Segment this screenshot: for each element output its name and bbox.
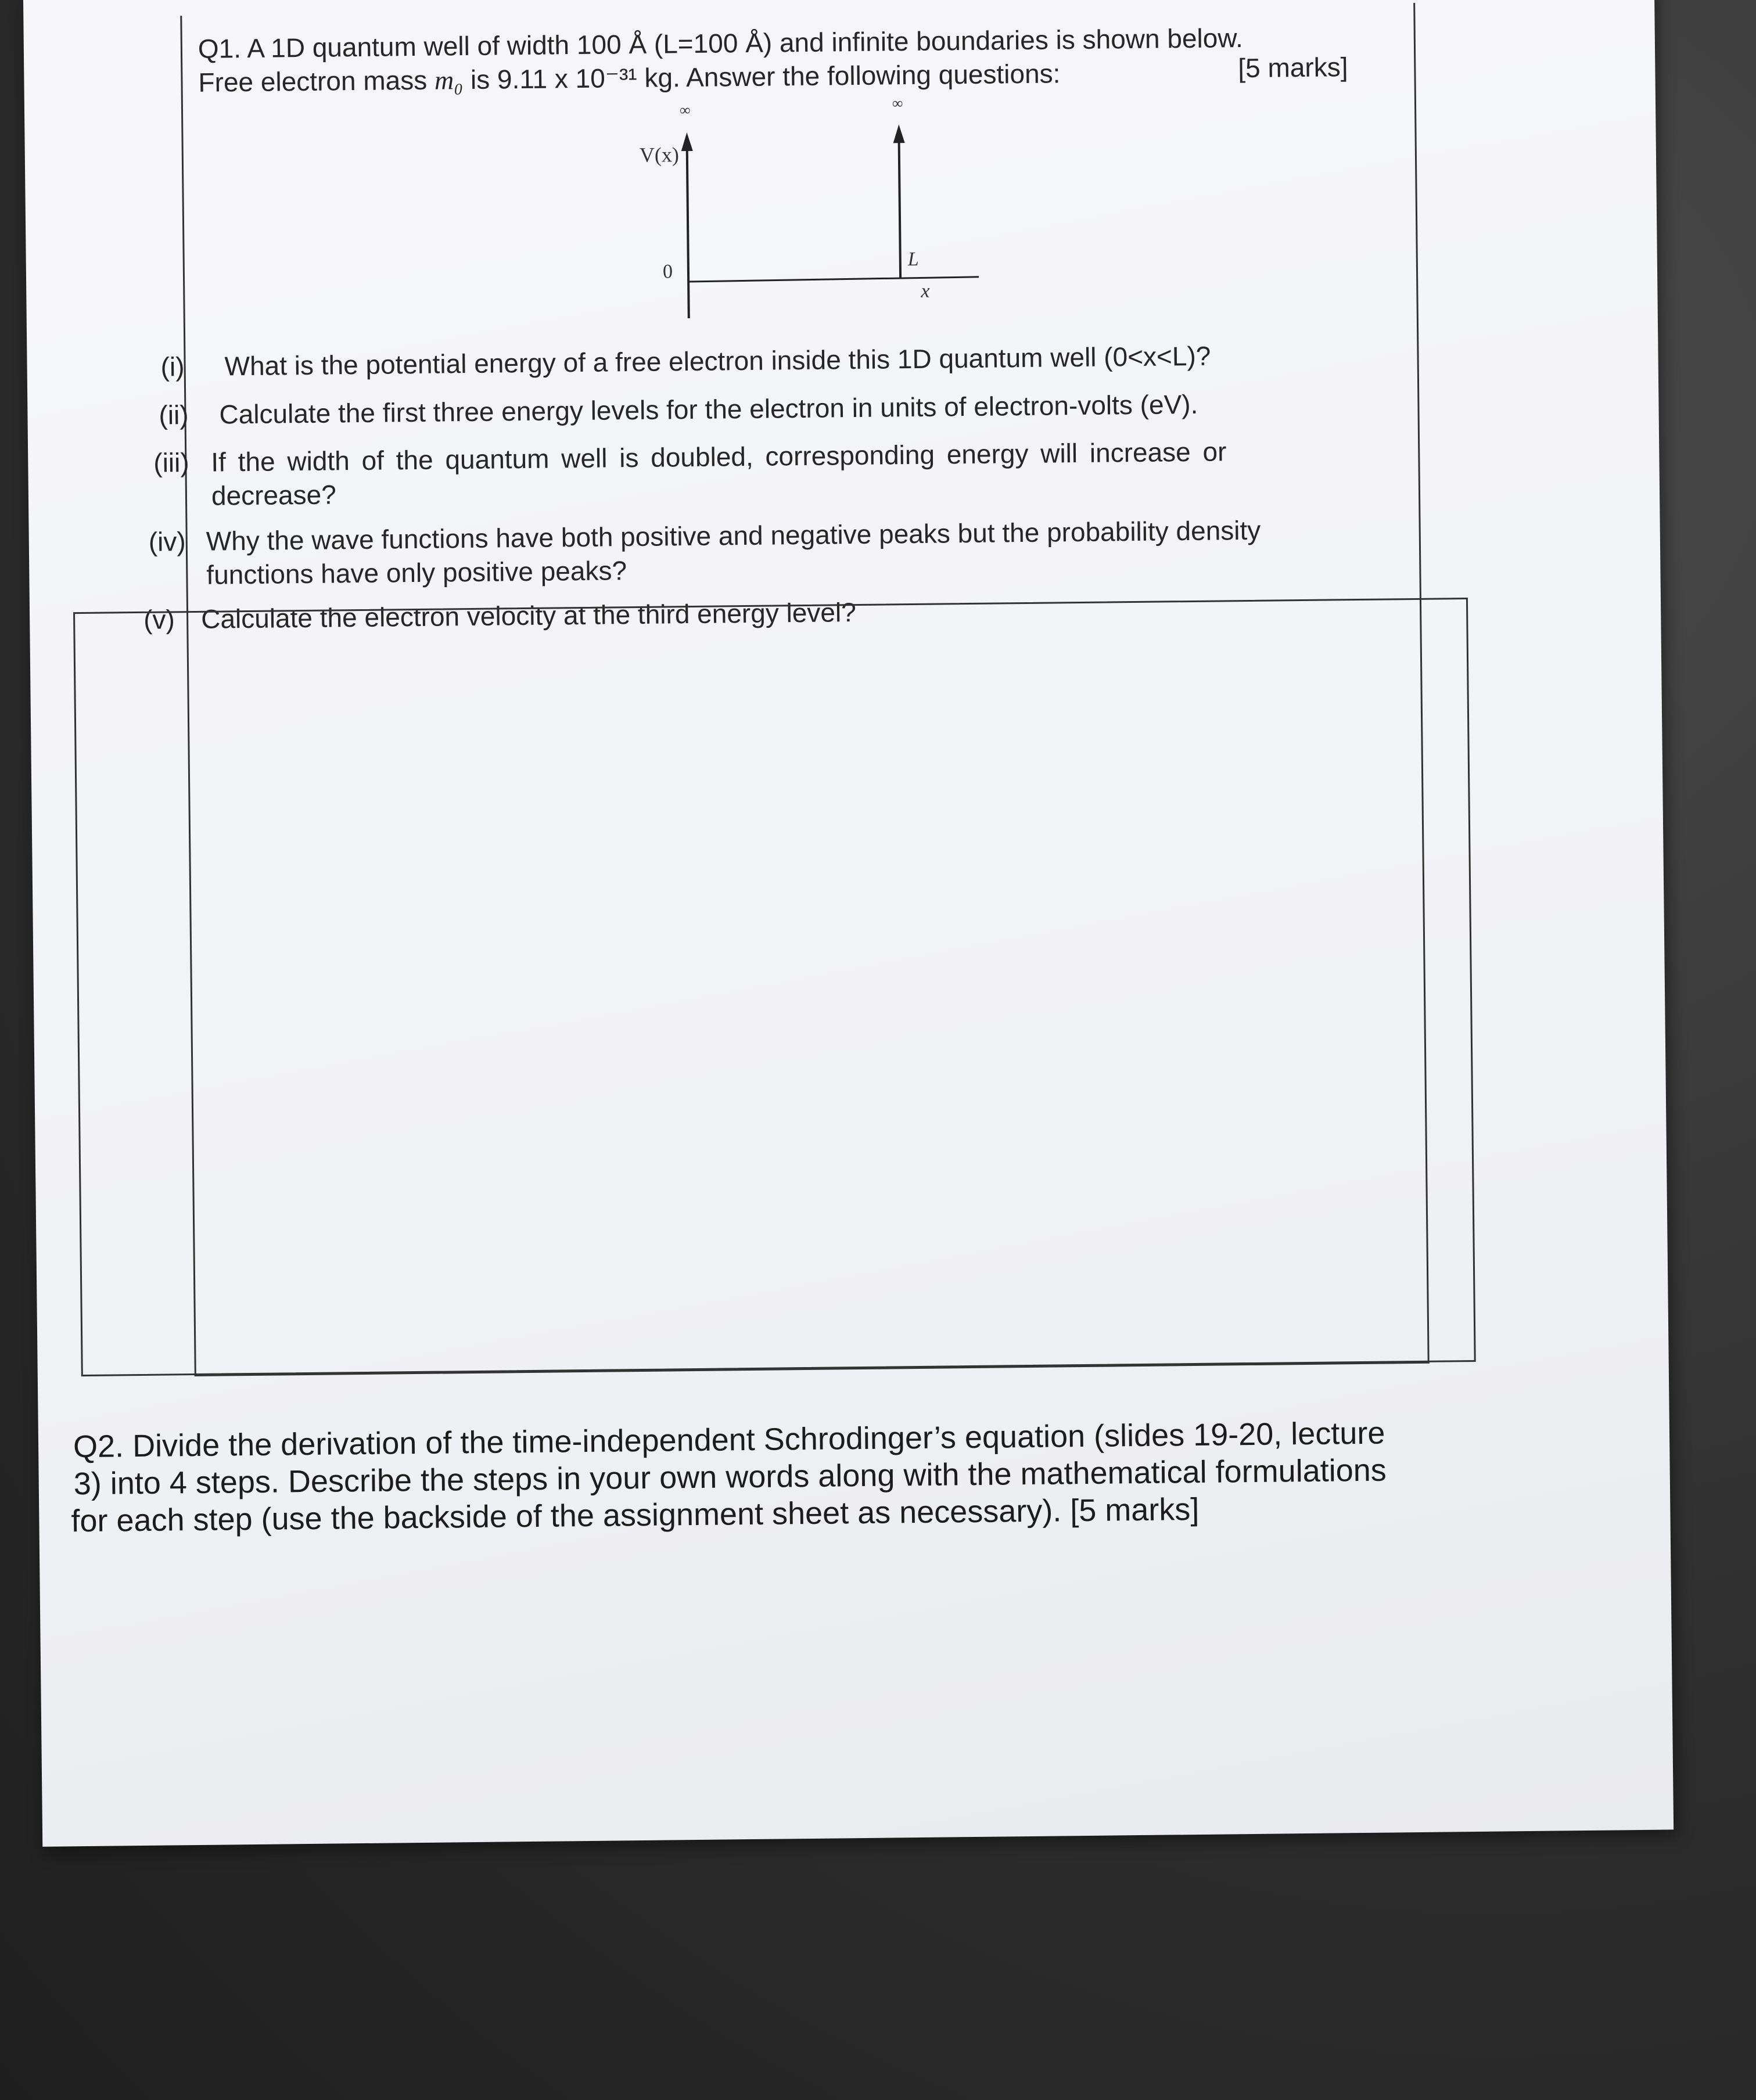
item-ii-text: Calculate the first three energy levels for the electron in units of electron-volts (eV). (219, 389, 1198, 430)
y-axis-label: V(x) (639, 143, 680, 167)
item-iii-text-line1: If the width of the quantum well is doubled, corresponding energy will increase or (211, 436, 1227, 477)
q1-marks: [5 marks] (1238, 52, 1348, 84)
item-i-text: What is the potential energy of a free electron inside this 1D quantum well (0<x<L)? (224, 340, 1211, 382)
left-wall-arrow (681, 132, 692, 151)
q2-line2: 3) into 4 steps. Describe the steps in your own words along with the mathematical formulations (73, 1452, 1387, 1502)
item-iv-text-line1: Why the wave functions have both positive and negative peaks but the probability density (206, 515, 1261, 556)
item-iv-number: (iv) (148, 526, 186, 557)
q2-line1: Q2. Divide the derivation of the time-independent Schrodinger’s equation (slides 19-20, lecture (73, 1415, 1385, 1465)
q1-answer-area[interactable] (73, 598, 1476, 1376)
q1-line1: Q1. A 1D quantum well of width 100 Å (L=100 Å) and infinite boundaries is shown below. (197, 23, 1244, 64)
item-iii-number: (iii) (153, 447, 189, 478)
item-i-number: (i) (160, 351, 185, 382)
item-iii-text-line2: decrease? (211, 479, 337, 511)
quantum-well-diagram (605, 94, 1014, 342)
right-wall-arrow (893, 124, 904, 143)
assignment-sheet (23, 0, 1674, 1847)
left-wall (687, 150, 689, 318)
item-v-number: (v) (143, 604, 175, 635)
right-wall (899, 142, 900, 278)
width-label: L (907, 248, 919, 271)
item-v-text: Calculate the electron velocity at the third energy level? (200, 597, 857, 634)
mass-symbol: m₀ (434, 65, 464, 95)
item-iv-text-line2: functions have only positive peaks? (206, 555, 627, 590)
well-floor (688, 277, 979, 282)
q1-line2-end: is 9.11 x 10⁻³¹ kg. Answer the following questions: (462, 58, 1061, 95)
q2-line3: for each step (use the backside of the assignment sheet as necessary). [5 marks] (71, 1491, 1200, 1539)
x-axis-label: x (921, 280, 930, 302)
origin-label: 0 (662, 261, 673, 283)
q1-line2-start: Free electron mass (198, 64, 435, 98)
infinity-left: ∞ (679, 101, 691, 119)
infinity-right: ∞ (892, 95, 903, 112)
item-ii-number: (ii) (159, 400, 189, 430)
